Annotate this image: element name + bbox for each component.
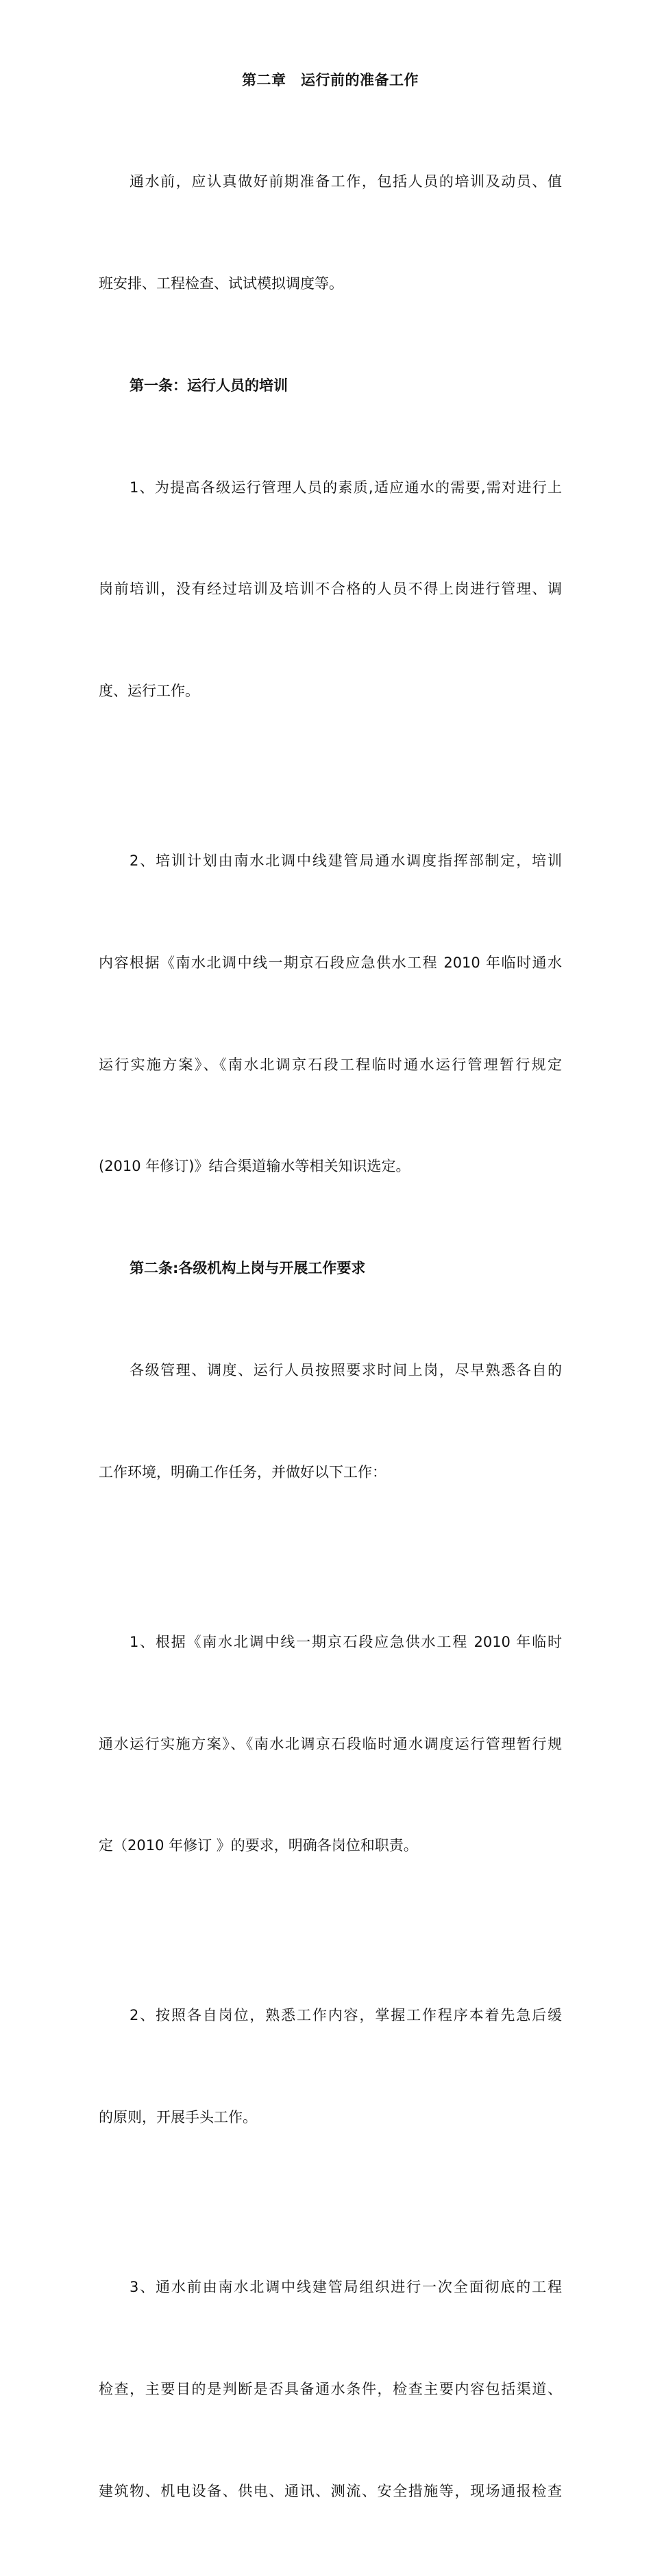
article-2-intro-line-2: 工作环境，明确工作任务，并做好以下工作： <box>99 1463 386 1480</box>
article-1-item-2-line-2: 内容根据《南水北调中线一期京石段应急供水工程 2010 年临时通水 <box>99 954 562 971</box>
article-1-item-2-line-4: (2010 年修订)》结合渠道输水等相关知识选定。 <box>99 1158 410 1175</box>
article-2-item-1-line-1: 1、根据《南水北调中线一期京石段应急供水工程 2010 年临时 <box>130 1633 562 1650</box>
article-2-heading: 第二条:各级机构上岗与开展工作要求 <box>130 1260 366 1277</box>
document-body <box>99 63 562 2576</box>
article-1-item-1-line-1: 1、为提高各级运行管理人员的素质,适应通水的需要,需对进行上 <box>130 479 562 496</box>
article-2-item-3-line-3: 建筑物、机电设备、供电、通讯、测流、安全措施等，现场通报检查 <box>99 2482 562 2499</box>
article-1-item-2-line-3: 运行实施方案》、《南水北调京石段工程临时通水运行管理暂行规定 <box>99 1056 562 1073</box>
chapter-title: 第二章 运行前的准备工作 <box>242 72 419 88</box>
article-2-item-3-line-1: 3、通水前由南水北调中线建管局组织进行一次全面彻底的工程 <box>130 2279 562 2295</box>
article-2-intro-line-1: 各级管理、调度、运行人员按照要求时间上岗，尽早熟悉各自的 <box>130 1361 562 1378</box>
intro-paragraph <box>99 97 562 369</box>
article-2-item-1-line-2: 通水运行实施方案》、《南水北调京石段临时通水调度运行管理暂行规 <box>99 1735 562 1752</box>
intro-line-1: 通水前，应认真做好前期准备工作，包括人员的培训及动员、值 <box>130 173 562 190</box>
article-2-item-1-line-3: 定（2010 年修订 》的要求，明确各岗位和职责。 <box>99 1837 418 1854</box>
article-2-item-2 <box>99 1931 562 2203</box>
article-1-item-1 <box>99 403 562 776</box>
article-2-intro <box>99 1286 562 1558</box>
article-2-item-2-line-2: 的原则，开展手头工作。 <box>99 2109 257 2126</box>
article-1-heading: 第一条：运行人员的培训 <box>130 377 288 394</box>
article-1-item-2 <box>99 776 562 1252</box>
article-2-item-3-line-2: 检查，主要目的是判断是否具备通水条件，检查主要内容包括渠道、 <box>99 2380 562 2397</box>
article-2-item-2-line-1: 2、按照各自岗位，熟悉工作内容，掌握工作程序本着先急后缓 <box>130 2007 562 2024</box>
article-1-item-1-line-3: 度、运行工作。 <box>99 683 199 700</box>
intro-line-2: 班安排、工程检查、试试模拟调度等。 <box>99 275 343 292</box>
article-1-item-1-line-2: 岗前培训，没有经过培训及培训不合格的人员不得上岗进行管理、调 <box>99 581 562 598</box>
article-2-item-1 <box>99 1558 562 1932</box>
article-1-item-2-line-1: 2、培训计划由南水北调中线建管局通水调度指挥部制定，培训 <box>130 853 562 870</box>
article-2-item-3 <box>99 2203 562 2576</box>
